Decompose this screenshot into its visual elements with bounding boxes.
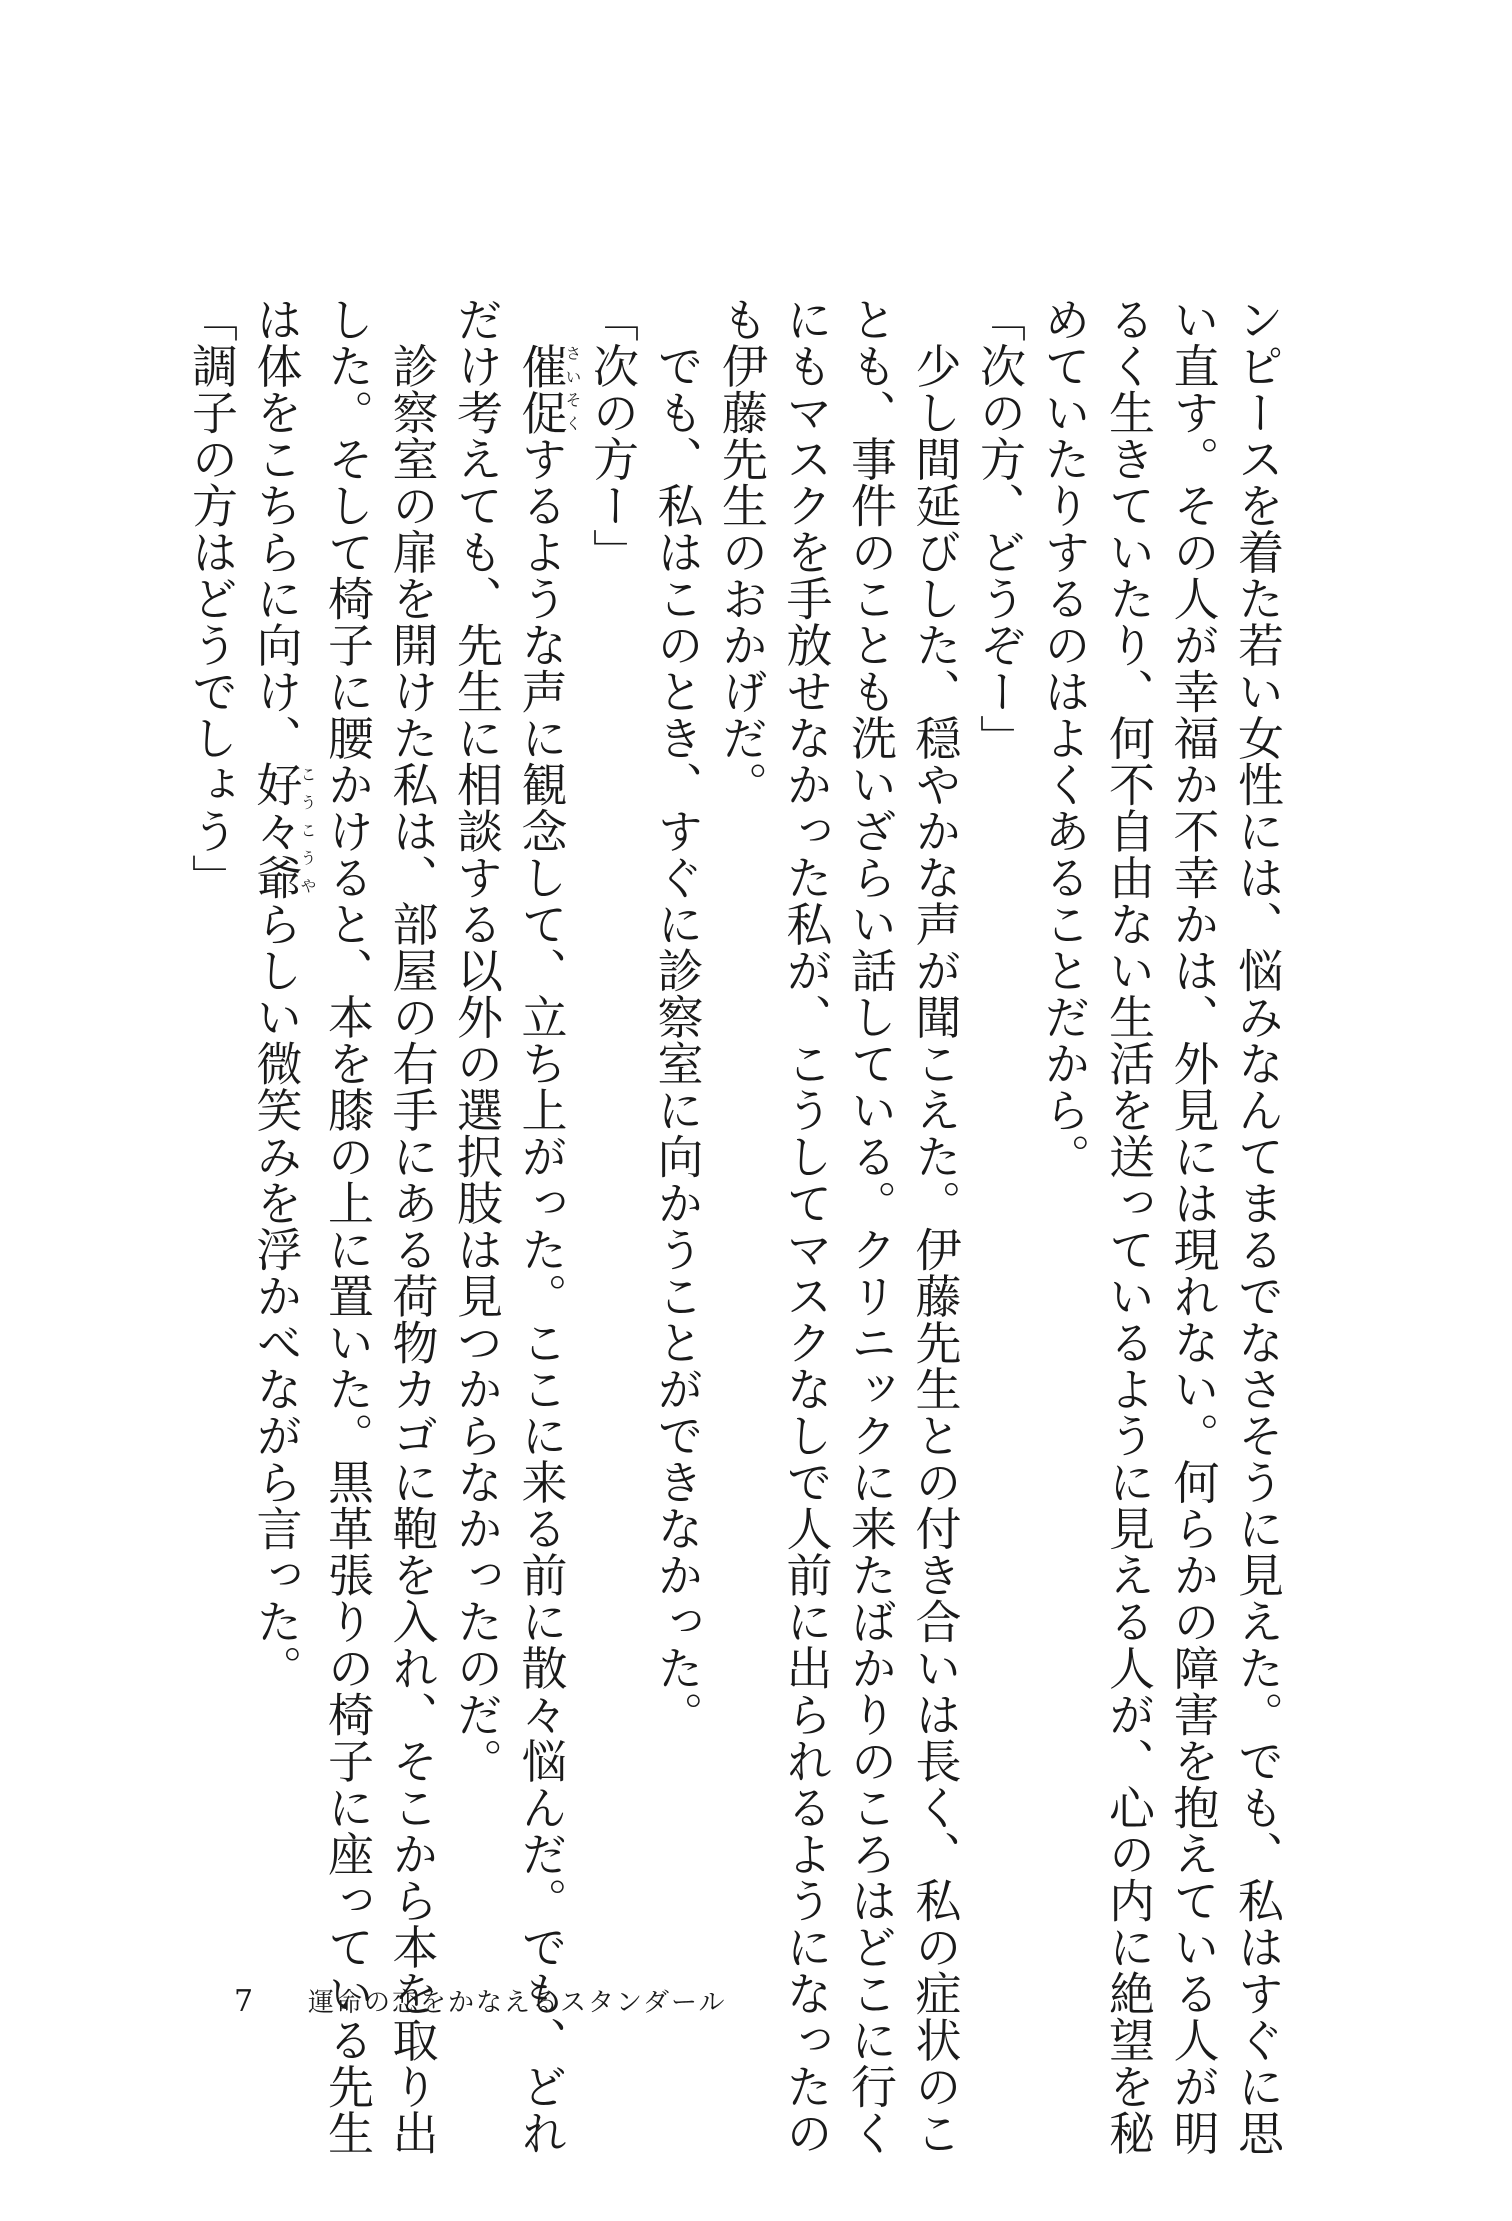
dialogue-line: 「調子の方はどうでしょう」 (185, 296, 239, 901)
text-column: い直す。その人が幸福か不幸かは、外見には現れない。何らかの障害を抱えている人が明 (1166, 296, 1221, 2156)
text-column: した。そして椅子に腰かけると、本を膝の上に置いた。黒革張りの椅子に座っている先生 (321, 296, 375, 2156)
dialogue-line: 「次の方、どうぞー」 (973, 296, 1027, 761)
ruby-reading: さいそく (563, 342, 582, 436)
ruby-after-text: するような声に観念して、立ち上がった。ここに来る前に散々悩んだ。でも、どれ (514, 435, 569, 2156)
text-column: めていたりするのはよくあることだから。 (1037, 296, 1092, 1180)
ruby-word (514, 342, 582, 436)
text-column: でも、私はこのとき、すぐに診察室に向かうことができなかった。 (650, 296, 705, 1738)
ruby-reading: こうこうや (298, 761, 317, 901)
running-title: 運命の恋をかなえるスタンダール (308, 1988, 727, 2018)
ruby-base: 好々爺 (249, 761, 304, 901)
ruby-after-text: らしい微笑みを浮かべながら言った。 (249, 900, 304, 1691)
ruby-word (249, 761, 317, 901)
text-column-with-ruby (244, 296, 316, 1898)
text-column-with-ruby (509, 296, 582, 2156)
text-column: にもマスクを手放せなかった私が、こうしてマスクなしで人前に出られるようになったの (779, 296, 834, 2156)
text-column: だけ考えても、先生に相談する以外の選択肢は見つからなかったのだ。 (450, 296, 504, 1784)
text-column: とも、事件のことも洗いざらい話している。クリニックに来たばかりのころはどこに行く (844, 296, 898, 2156)
dialogue-line: 「次の方ー」 (586, 296, 640, 575)
page-number: 7 (234, 1984, 254, 2019)
text-column: ンピースを着た若い女性には、悩みなんてまるでなさそうに見えた。でも、私はすぐに思 (1231, 296, 1285, 2156)
ruby-before-text: は体をこちらに向け、 (249, 296, 304, 761)
text-column: るく生きていたり、何不自由ない生活を送っているように見える人が、心の内に絶望を秘 (1102, 296, 1156, 2156)
text-column: も伊藤先生のおかげだ。 (715, 296, 769, 808)
text-column: 少し間延びした、穏やかな声が聞こえた。伊藤先生との付き合いは長く、私の症状のこ (908, 296, 963, 2156)
text-column: 診察室の扉を開けた私は、部屋の右手にある荷物カゴに鞄を入れ、そこから本を取り出 (385, 296, 440, 2156)
ruby-base: 催促 (514, 342, 569, 436)
page-footer (234, 1982, 726, 2019)
